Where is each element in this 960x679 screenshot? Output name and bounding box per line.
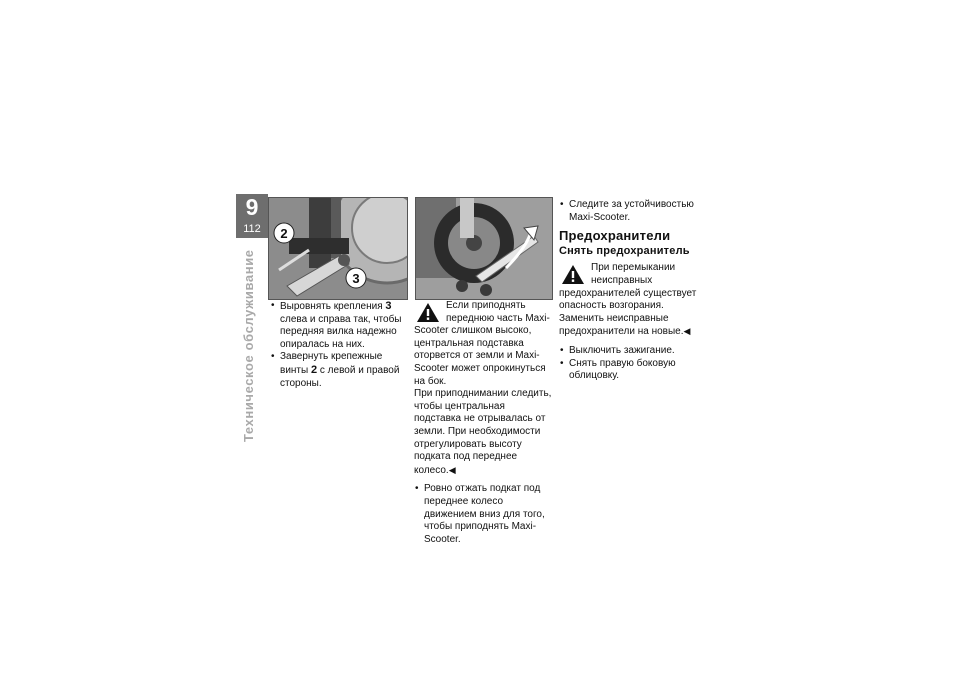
section-heading: Предохранители (559, 228, 671, 244)
warning-text-body: Заменить неисправные предохранители на новые. (559, 312, 684, 338)
warning-icon (561, 263, 585, 285)
list-item (270, 351, 410, 390)
callout-ref: 3 (385, 300, 392, 312)
callout-2: 2 (280, 226, 288, 241)
bullet-text: слева и справа так, чтобы передняя вилка надежно опиралась на них. (280, 313, 402, 350)
warning-text-2 (559, 313, 699, 339)
bullet-text: с левой и правой стороны. (280, 364, 400, 389)
list-item: • Следите за устойчивостью Maxi-Scooter. (559, 199, 699, 224)
column-right (559, 199, 699, 383)
warning-text-body: При приподнимании следить, чтобы центральная подставка не отрывалась от земли. При необходимости отрегулировать высоту подката под переднее колесо. (414, 388, 552, 476)
bullet-text: Выровнять крепления (280, 301, 383, 312)
warning-block (559, 262, 699, 339)
subsection-heading: Снять предохранитель (559, 244, 690, 257)
chapter-tab (236, 194, 268, 238)
section-title: Техническое обслуживание (241, 249, 256, 442)
bullet-text: Завернуть крепежные винты (280, 351, 383, 376)
front-fork-photo (268, 197, 408, 300)
list-item: • Снять правую боковую облицовку. (559, 358, 699, 383)
list-item (270, 300, 410, 351)
warning-text-2 (414, 388, 554, 477)
page-number: 112 (243, 223, 261, 235)
warning-block (414, 300, 554, 477)
front-wheel-lift-photo (415, 197, 553, 300)
warning-text: При перемыкании неисправных предохранителей существует опасность возгорания. (559, 262, 697, 312)
list-item: • Ровно отжать подкат под переднее колесо движением вниз для того, чтобы приподнять Maxi-Scooter. (414, 483, 554, 546)
chapter-number: 9 (245, 194, 259, 220)
callout-ref: 2 (310, 363, 318, 376)
list-item: • Выключить зажигание. (559, 345, 699, 358)
column-middle (414, 300, 554, 546)
warning-text: Если приподнять переднюю часть Maxi-Scooter слишком высоко, центральная подставка оторвется от земли и Maxi-Scooter может опрокинуться на бок. (414, 300, 550, 387)
warning-icon (416, 301, 440, 323)
end-mark-icon: ◀ (683, 326, 691, 337)
end-mark-icon: ◀ (448, 464, 456, 475)
callout-3: 3 (352, 271, 360, 286)
column-left (270, 300, 410, 390)
